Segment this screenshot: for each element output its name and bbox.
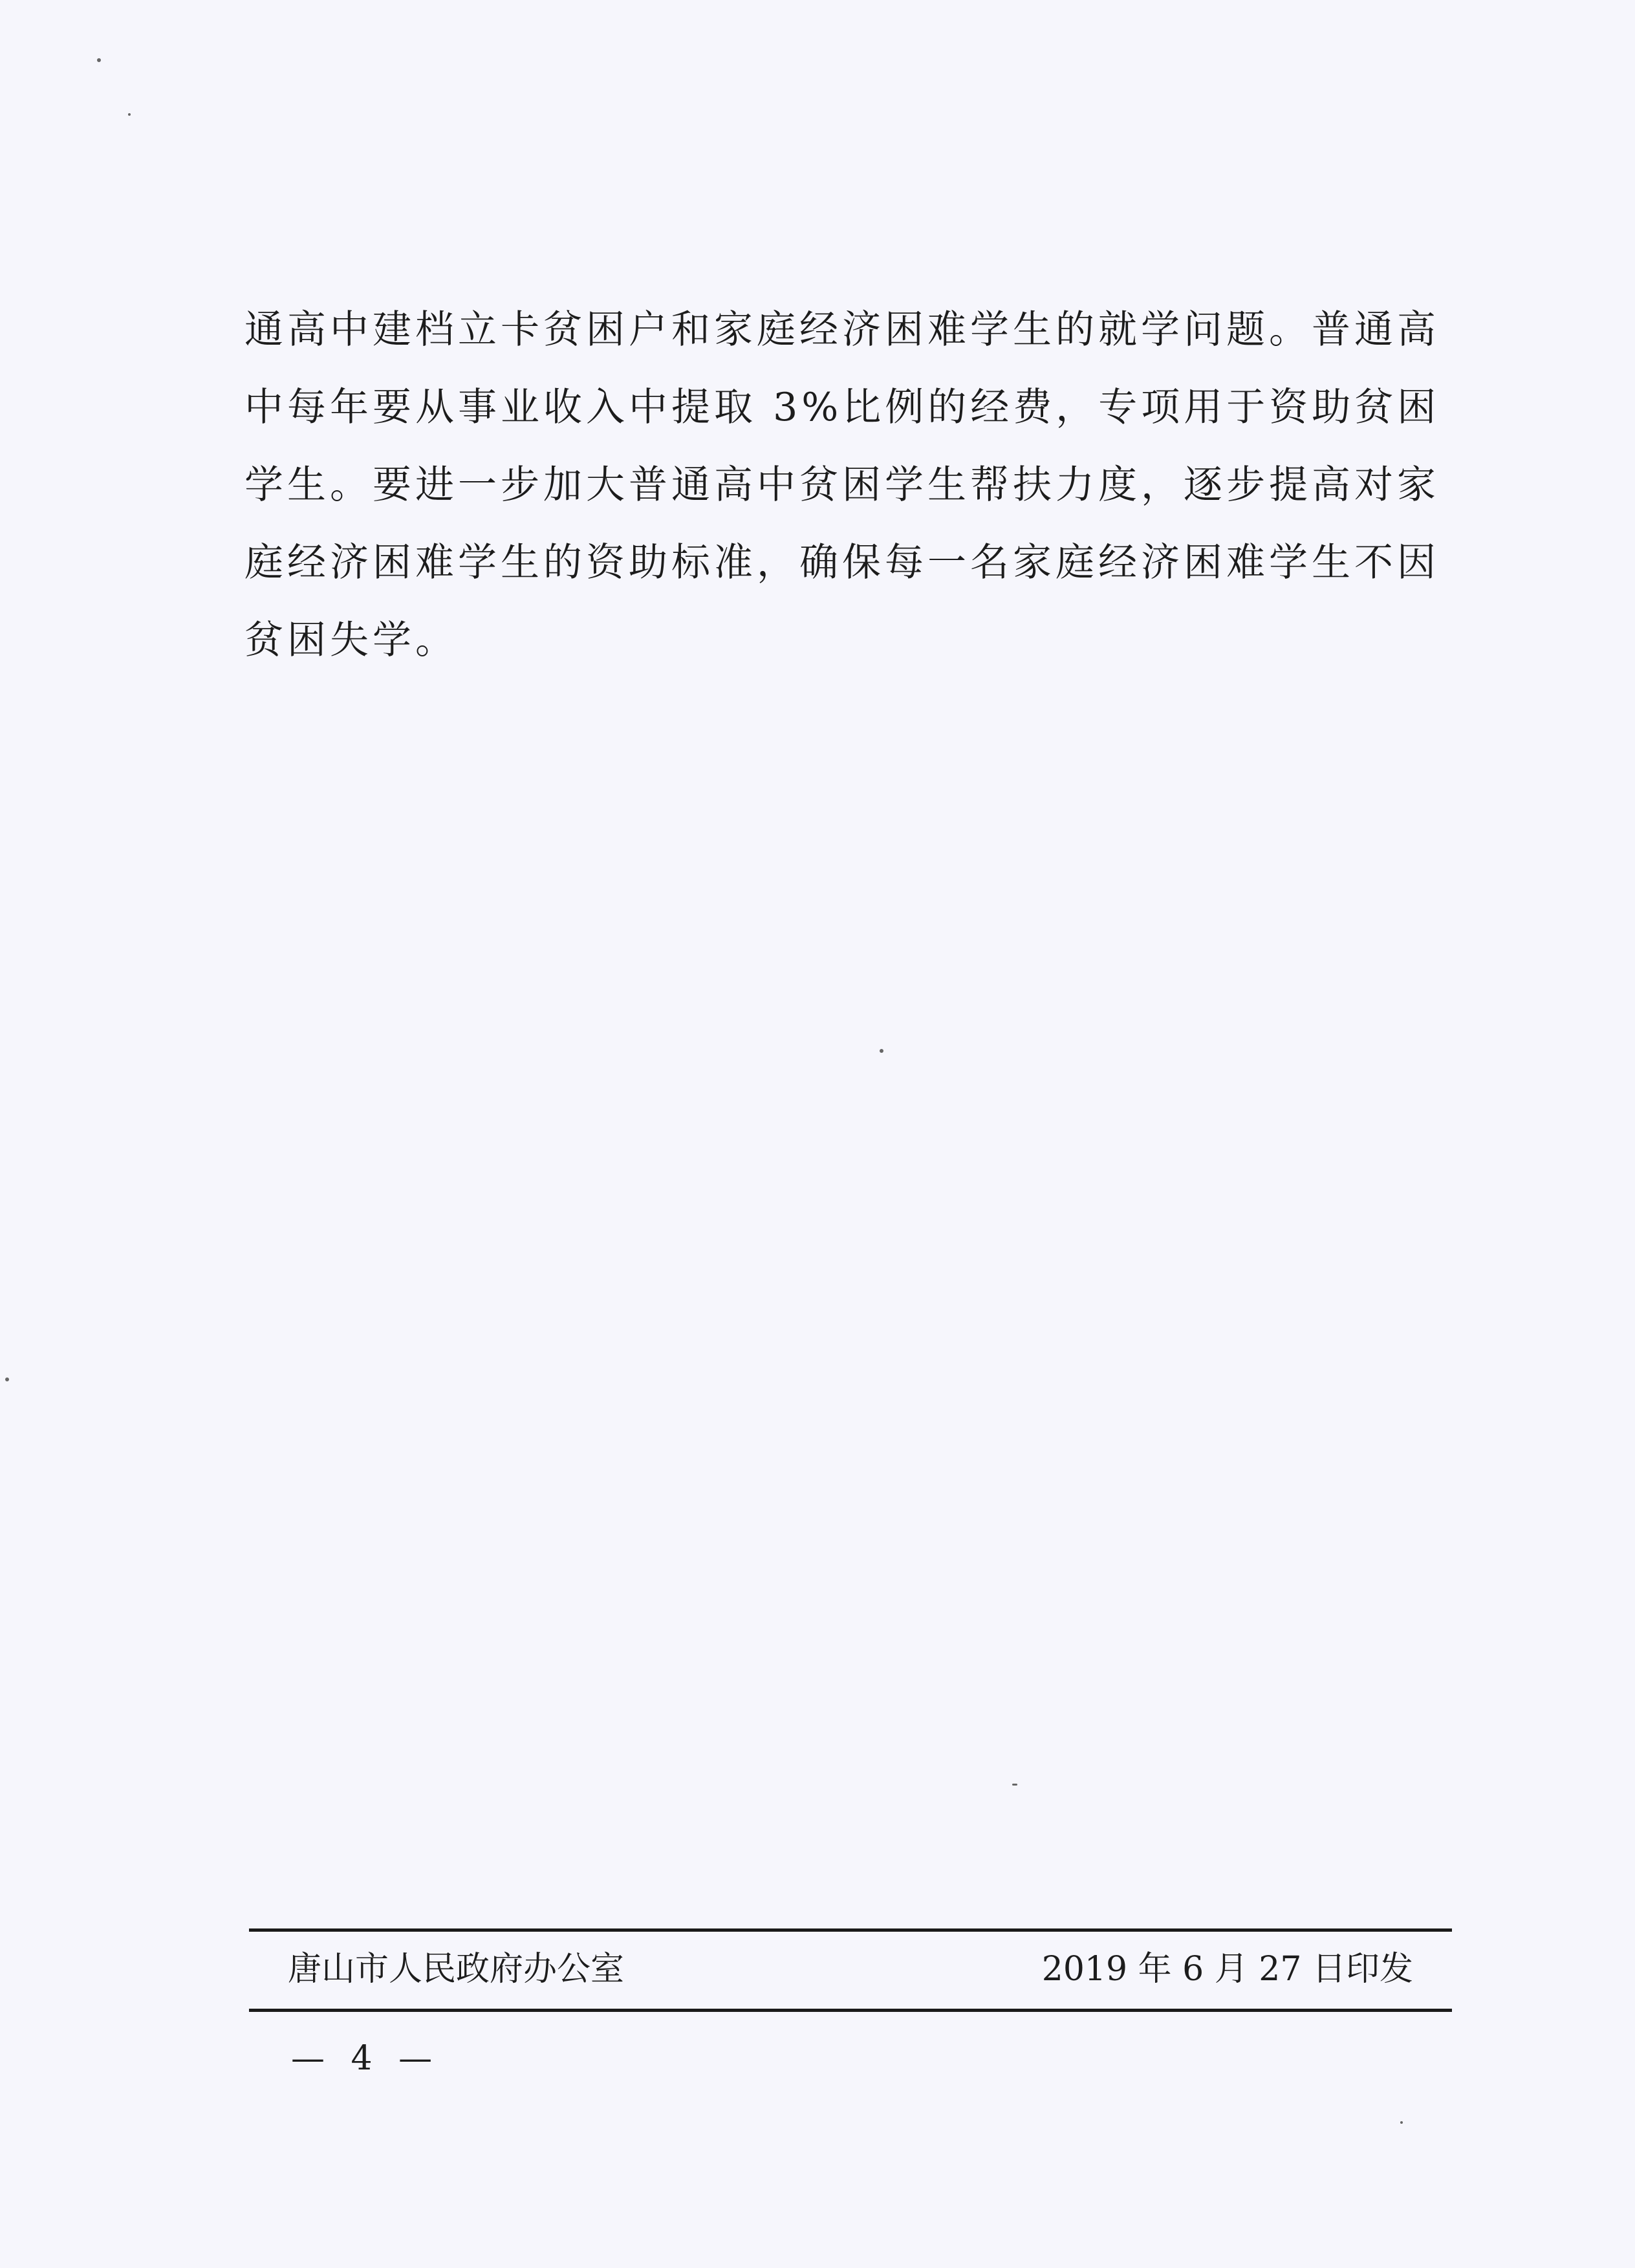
- scan-speck: [97, 58, 101, 62]
- scan-speck: [1400, 2121, 1403, 2124]
- body-line-4: 庭经济困难学生的资助标准，确保每一名家庭经济困难学生不因: [244, 540, 1440, 585]
- imprint-top-rule: [249, 1928, 1452, 1932]
- scan-speck: [5, 1377, 9, 1381]
- imprint-row: [288, 1947, 1413, 1992]
- body-line-1: 通高中建档立卡贫困户和家庭经济困难学生的就学问题。普通高: [244, 307, 1440, 352]
- body-line-5: 贫困失学。: [244, 618, 458, 663]
- page-number: — 4 —: [291, 2039, 440, 2078]
- scan-speck: [128, 113, 131, 116]
- scan-speck: [1012, 1784, 1017, 1786]
- body-line-2: 中每年要从事业收入中提取 3%比例的经费，专项用于资助贫困: [244, 385, 1440, 430]
- body-line-3: 学生。要进一步加大普通高中贫困学生帮扶力度，逐步提高对家: [244, 462, 1440, 508]
- scan-speck: [880, 1049, 883, 1053]
- imprint-bottom-rule: [249, 2009, 1452, 2012]
- imprint-date: 2019 年 6 月 27 日印发: [1041, 1950, 1413, 1989]
- imprint-issuer: 唐山市人民政府办公室: [288, 1950, 625, 1989]
- body-paragraph: [244, 291, 1447, 679]
